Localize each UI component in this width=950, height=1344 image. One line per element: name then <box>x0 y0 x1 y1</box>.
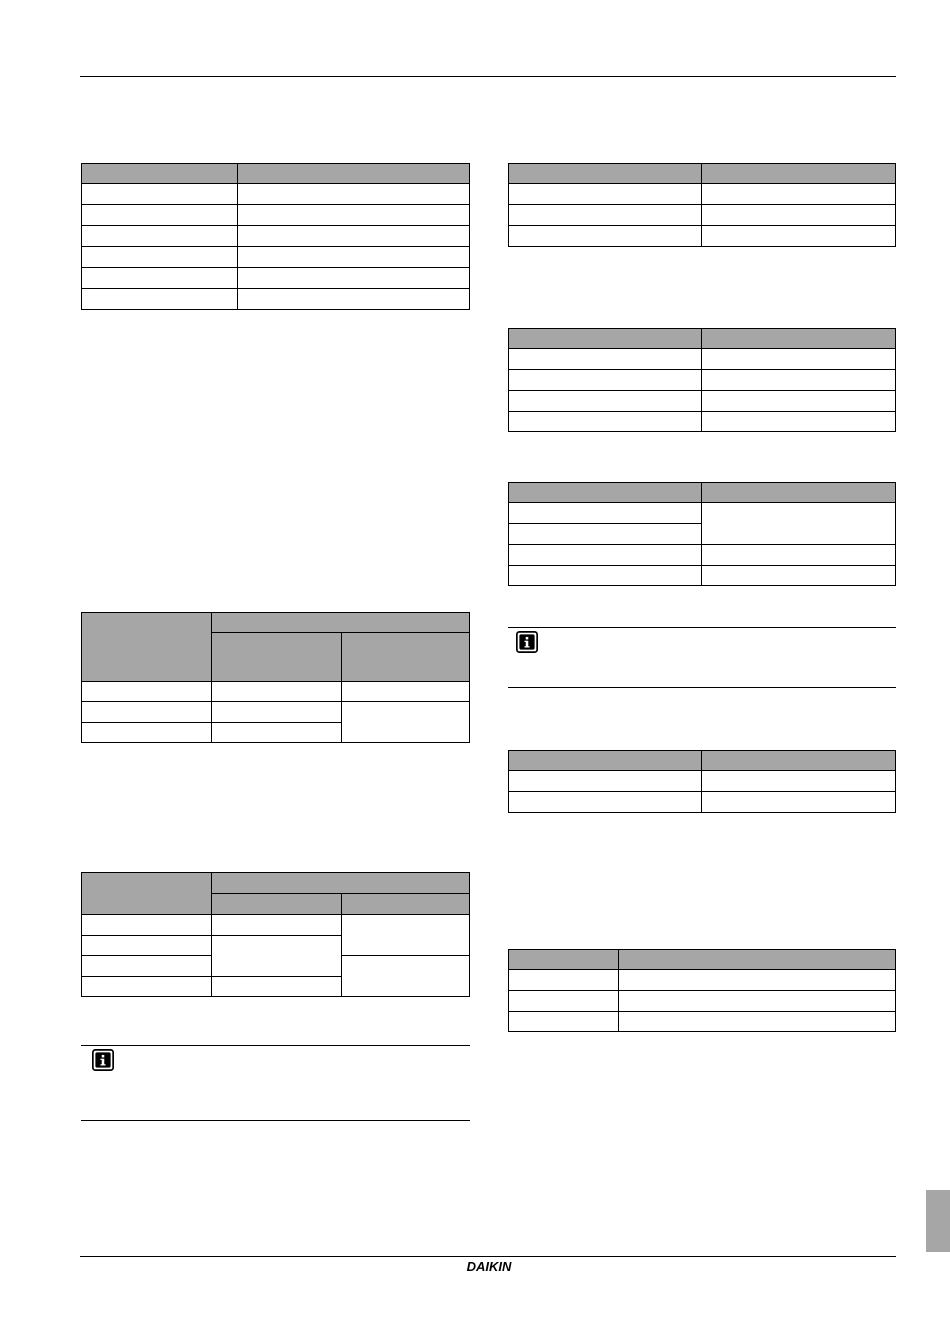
table-cell <box>82 226 238 247</box>
table-cell <box>509 524 702 545</box>
table-cell <box>702 391 896 412</box>
merged-cell <box>702 503 896 545</box>
table-cell <box>212 723 342 743</box>
left-table-2 <box>81 612 470 743</box>
table-cell <box>82 915 212 936</box>
table-cell <box>702 205 896 226</box>
table-cell <box>702 184 896 205</box>
table-cell <box>238 226 470 247</box>
table-cell <box>619 1012 896 1032</box>
header-cell <box>509 164 702 184</box>
merged-cell <box>342 702 470 743</box>
header-cell <box>342 633 470 682</box>
left-table-3 <box>81 872 470 997</box>
header-cell <box>212 633 342 682</box>
footer-rule <box>80 1256 896 1257</box>
info-note-top-rule <box>81 1045 470 1046</box>
header-rule <box>80 76 896 77</box>
table-cell <box>82 723 212 743</box>
table-cell <box>702 349 896 370</box>
table-cell <box>82 682 212 702</box>
table-cell <box>238 268 470 289</box>
info-note-bottom-rule <box>508 687 896 688</box>
table-cell <box>702 370 896 391</box>
right-table-3 <box>508 482 896 586</box>
table-cell <box>212 915 342 936</box>
table-cell <box>509 503 702 524</box>
table-cell <box>82 289 238 310</box>
table-cell <box>82 205 238 226</box>
header-cell <box>702 164 896 184</box>
right-table-5 <box>508 949 896 1032</box>
header-cell <box>509 751 702 771</box>
info-note-bottom-rule <box>81 1120 470 1121</box>
table-cell <box>82 936 212 956</box>
table-cell <box>619 970 896 991</box>
table-cell <box>509 184 702 205</box>
table-cell <box>238 205 470 226</box>
table-cell <box>212 682 342 702</box>
table-cell <box>212 702 342 723</box>
right-table-4 <box>508 750 896 813</box>
header-cell <box>619 950 896 970</box>
left-table-1 <box>81 163 470 310</box>
merged-cell <box>342 915 470 956</box>
table-cell <box>509 391 702 412</box>
table-cell <box>82 977 212 997</box>
header-cell <box>509 329 702 349</box>
svg-text:DAIKIN: DAIKIN <box>466 1259 512 1273</box>
table-cell <box>509 991 619 1012</box>
table-cell <box>509 792 702 813</box>
right-table-2 <box>508 328 896 432</box>
merged-cell <box>212 936 342 977</box>
table-cell <box>82 702 212 723</box>
table-cell <box>342 682 470 702</box>
info-icon <box>92 1049 114 1071</box>
daikin-logo <box>456 1259 522 1273</box>
table-cell <box>702 771 896 792</box>
table-cell <box>702 412 896 432</box>
table-cell <box>509 205 702 226</box>
table-cell <box>212 977 342 997</box>
header-cell <box>212 613 470 633</box>
table-cell <box>238 247 470 268</box>
table-cell <box>509 370 702 391</box>
table-cell <box>702 566 896 586</box>
table-cell <box>238 184 470 205</box>
table-cell <box>509 545 702 566</box>
table-cell <box>82 268 238 289</box>
header-cell <box>82 873 212 915</box>
info-note-top-rule <box>508 627 896 628</box>
table-cell <box>82 956 212 977</box>
table-cell <box>702 545 896 566</box>
table-cell <box>509 771 702 792</box>
header-cell <box>342 894 470 915</box>
header-cell <box>212 894 342 915</box>
table-cell <box>238 289 470 310</box>
table-cell <box>702 792 896 813</box>
side-section-tab <box>926 1190 950 1252</box>
header-cell <box>702 483 896 503</box>
table-cell <box>82 247 238 268</box>
table-cell <box>509 349 702 370</box>
table-cell <box>82 184 238 205</box>
right-table-1 <box>508 163 896 247</box>
info-icon <box>516 631 538 653</box>
table-cell <box>509 1012 619 1032</box>
table-cell <box>619 991 896 1012</box>
header-cell <box>82 613 212 682</box>
table-cell <box>702 226 896 247</box>
table-cell <box>509 566 702 586</box>
header-cell <box>212 873 470 894</box>
header-cell <box>238 164 470 184</box>
header-cell <box>509 483 702 503</box>
merged-cell <box>342 956 470 997</box>
header-cell <box>82 164 238 184</box>
header-cell <box>702 751 896 771</box>
table-cell <box>509 412 702 432</box>
table-cell <box>509 226 702 247</box>
header-cell <box>702 329 896 349</box>
table-cell <box>509 970 619 991</box>
header-cell <box>509 950 619 970</box>
